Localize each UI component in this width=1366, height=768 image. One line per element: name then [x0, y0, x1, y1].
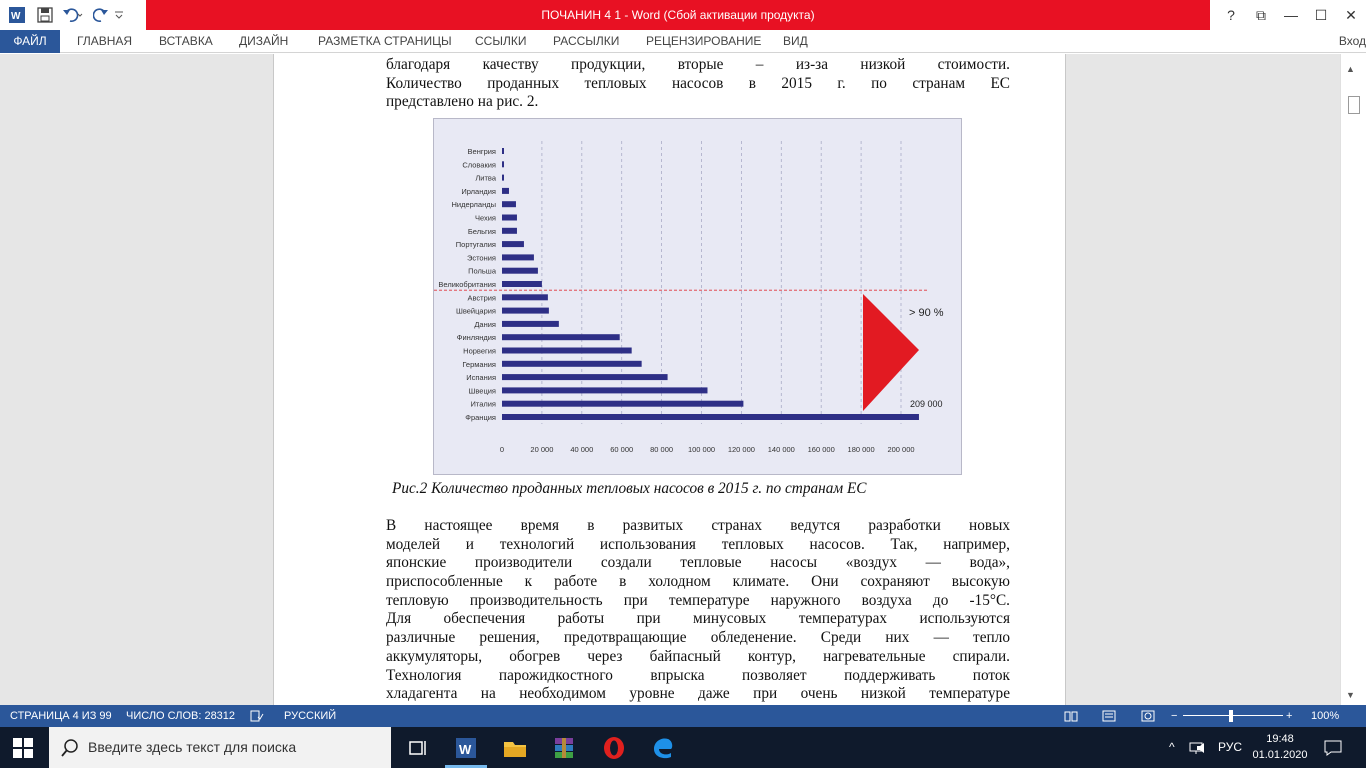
category-label: Австрия [467, 293, 496, 303]
tab-design[interactable]: ДИЗАЙН [239, 34, 289, 48]
scrollbar-thumb[interactable] [1348, 96, 1360, 114]
tick-label: 0 [499, 445, 505, 454]
category-label: Нидерланды [451, 200, 496, 210]
page-count[interactable]: СТРАНИЦА 4 ИЗ 99 [10, 710, 112, 722]
notifications-icon[interactable] [1324, 727, 1342, 768]
tick-label: 160 000 [807, 445, 835, 454]
bar [502, 175, 504, 181]
category-label: Литва [475, 173, 496, 183]
category-label: Ирландия [461, 186, 496, 196]
category-label: Испания [466, 373, 496, 383]
start-windows-icon[interactable] [13, 738, 39, 764]
category-label: Венгрия [467, 147, 496, 156]
bar [502, 201, 516, 207]
category-label: Великобритания [438, 280, 496, 289]
bar [502, 188, 509, 194]
tab-file[interactable]: ФАЙЛ [0, 30, 60, 53]
figure-caption: Рис.2 Количество проданных тепловых насосов в 2015 г. по странам ЕС [392, 480, 867, 497]
text-line: японские производители создали тепловые насосы «воздух — вода», [386, 554, 1010, 572]
tick-label: 60 000 [610, 445, 634, 454]
category-label: Словакия [462, 160, 496, 170]
ribbon-display-options-button[interactable]: ⧉ [1256, 6, 1266, 23]
scroll-down-arrow-icon[interactable]: ▼ [1346, 690, 1355, 700]
quick-access-toolbar [0, 0, 124, 30]
ribbon-tabs [0, 30, 1366, 53]
taskbar [0, 727, 1366, 768]
text-line: приспособленные к работе в холодном климате. Они сохраняют высокую [386, 573, 1010, 591]
text-line: Технология парожидкостного впрыска позволяет поддерживать поток [386, 666, 1010, 684]
tray-expand-icon[interactable]: ^ [1169, 740, 1175, 754]
tab-insert[interactable]: ВСТАВКА [159, 34, 213, 48]
status-bar [0, 705, 1366, 727]
tick-label: 180 000 [847, 445, 875, 454]
bar [502, 161, 504, 167]
sign-in-link[interactable]: Вход [1338, 34, 1366, 48]
tick-label: 100 000 [687, 445, 716, 454]
bar [502, 268, 538, 274]
bar-chart [434, 119, 961, 474]
bar [502, 321, 559, 327]
paragraph-body [386, 517, 1010, 704]
search-icon [61, 739, 79, 757]
tick-label: 120 000 [727, 445, 755, 454]
bar [502, 281, 542, 287]
word-app-icon[interactable] [6, 4, 28, 26]
category-label: Италия [470, 399, 496, 409]
text-line: различные решения, предотвращающие обледенение. Среди них — тепло [386, 629, 1010, 647]
save-icon[interactable] [34, 4, 56, 26]
bar [502, 334, 620, 340]
taskbar-search-box[interactable] [49, 727, 391, 768]
tab-review[interactable]: РЕЦЕНЗИРОВАНИЕ [646, 34, 762, 48]
help-button[interactable]: ? [1227, 7, 1235, 23]
search-placeholder: Введите здесь текст для поиска [88, 739, 297, 755]
zoom-in-button[interactable]: + [1286, 710, 1293, 722]
category-label: Дания [474, 319, 496, 329]
vertical-scrollbar[interactable] [1340, 54, 1366, 705]
value-label: 209 000 [910, 399, 943, 409]
volume-icon[interactable] [1196, 727, 1210, 768]
category-label: Чехия [474, 213, 496, 223]
text-line: благодаря качеству продукции, вторые – из-за низкой стоимости. [386, 56, 1010, 73]
tick-label: 20 000 [530, 445, 554, 454]
bar [502, 294, 548, 300]
customize-qat-icon[interactable] [114, 4, 124, 26]
title-bar [0, 0, 1366, 30]
zoom-slider[interactable] [1183, 715, 1283, 716]
word-count[interactable]: ЧИСЛО СЛОВ: 28312 [126, 710, 236, 722]
tick-label: 200 000 [887, 445, 915, 454]
bar [502, 254, 534, 260]
category-label: Швеция [468, 386, 496, 396]
bar [502, 308, 549, 314]
window-title: ПОЧАНИН 4 1 - Word (Сбой активации продукта) [541, 8, 815, 22]
bar [502, 374, 668, 380]
bar [502, 148, 504, 154]
paragraph-top [386, 56, 1010, 112]
document-area [0, 54, 1340, 705]
bar [502, 228, 517, 234]
zoom-slider-handle[interactable] [1229, 710, 1233, 722]
tab-home[interactable]: ГЛАВНАЯ [77, 34, 133, 48]
chart-figure[interactable] [433, 118, 962, 475]
input-language[interactable]: РУС [1218, 740, 1243, 754]
close-button[interactable]: ✕ [1345, 6, 1357, 23]
clock[interactable] [1252, 731, 1308, 763]
category-label: Швейцария [455, 306, 496, 316]
text-line: моделей и технологий использования тепловых насосов. Так, например, [386, 535, 1010, 553]
category-label: Франция [465, 413, 496, 422]
undo-icon[interactable] [62, 4, 84, 26]
text-line: В настоящее время в развитых странах ведутся разработки новых [386, 517, 1010, 534]
category-label: Германия [462, 359, 496, 369]
bar [502, 348, 632, 354]
category-label: Польша [468, 266, 496, 276]
svg-text:W: W [11, 11, 21, 22]
tab-page-layout[interactable]: РАЗМЕТКА СТРАНИЦЫ [318, 34, 452, 48]
category-label: Финляндия [456, 333, 496, 343]
zoom-level[interactable]: 100% [1311, 710, 1340, 722]
text-line: Количество проданных тепловых насосов в 2015 г. по странам ЕС [386, 74, 1010, 92]
bar [502, 241, 524, 247]
text-line: тепловую производительность при температуре наружного воздуха до -15°С. [386, 591, 1010, 609]
word-taskbar-icon[interactable] [453, 735, 479, 761]
tab-view[interactable]: ВИД [783, 34, 808, 48]
task-view-icon[interactable] [404, 735, 430, 761]
tab-references[interactable]: ССЫЛКИ [475, 34, 527, 48]
bar [502, 215, 517, 221]
text-line: представлено на рис. 2. [386, 93, 539, 111]
tick-label: 40 000 [570, 445, 594, 454]
edge-icon[interactable] [650, 735, 676, 761]
zoom-out-button[interactable]: − [1171, 710, 1178, 722]
bar [502, 387, 707, 393]
file-explorer-icon[interactable] [502, 735, 528, 761]
tick-label: 80 000 [650, 445, 674, 454]
text-line: хладагента на необходимом уровне даже при очень низкой температуре [386, 685, 1010, 703]
bar [502, 414, 919, 420]
language-indicator[interactable]: РУССКИЙ [284, 710, 337, 722]
text-line: аккумуляторы, обогрев через байпасный контур, нагревательные спирали. [386, 647, 1010, 665]
category-label: Эстония [466, 253, 496, 263]
category-label: Португалия [455, 240, 496, 250]
clock-date: 01.01.2020 [1252, 749, 1308, 761]
threshold-label: > 90 % [909, 307, 944, 319]
minimize-button[interactable]: — [1284, 7, 1298, 23]
opera-icon[interactable] [601, 735, 627, 761]
redo-icon[interactable] [90, 4, 112, 26]
bar [502, 401, 743, 407]
maximize-button[interactable]: ☐ [1314, 6, 1328, 23]
text-line: Для обеспечения работы при минусовых температурах используются [386, 610, 1010, 628]
scroll-up-arrow-icon[interactable]: ▲ [1346, 64, 1355, 74]
category-label: Норвегия [463, 346, 496, 356]
document-page[interactable] [273, 54, 1066, 705]
winrar-icon[interactable] [551, 735, 577, 761]
tab-mailings[interactable]: РАССЫЛКИ [553, 34, 620, 48]
bar [502, 361, 642, 367]
svg-text:W: W [459, 742, 472, 757]
tick-label: 140 000 [767, 445, 795, 454]
clock-time: 19:48 [1266, 733, 1294, 745]
category-label: Бельгия [467, 226, 496, 236]
